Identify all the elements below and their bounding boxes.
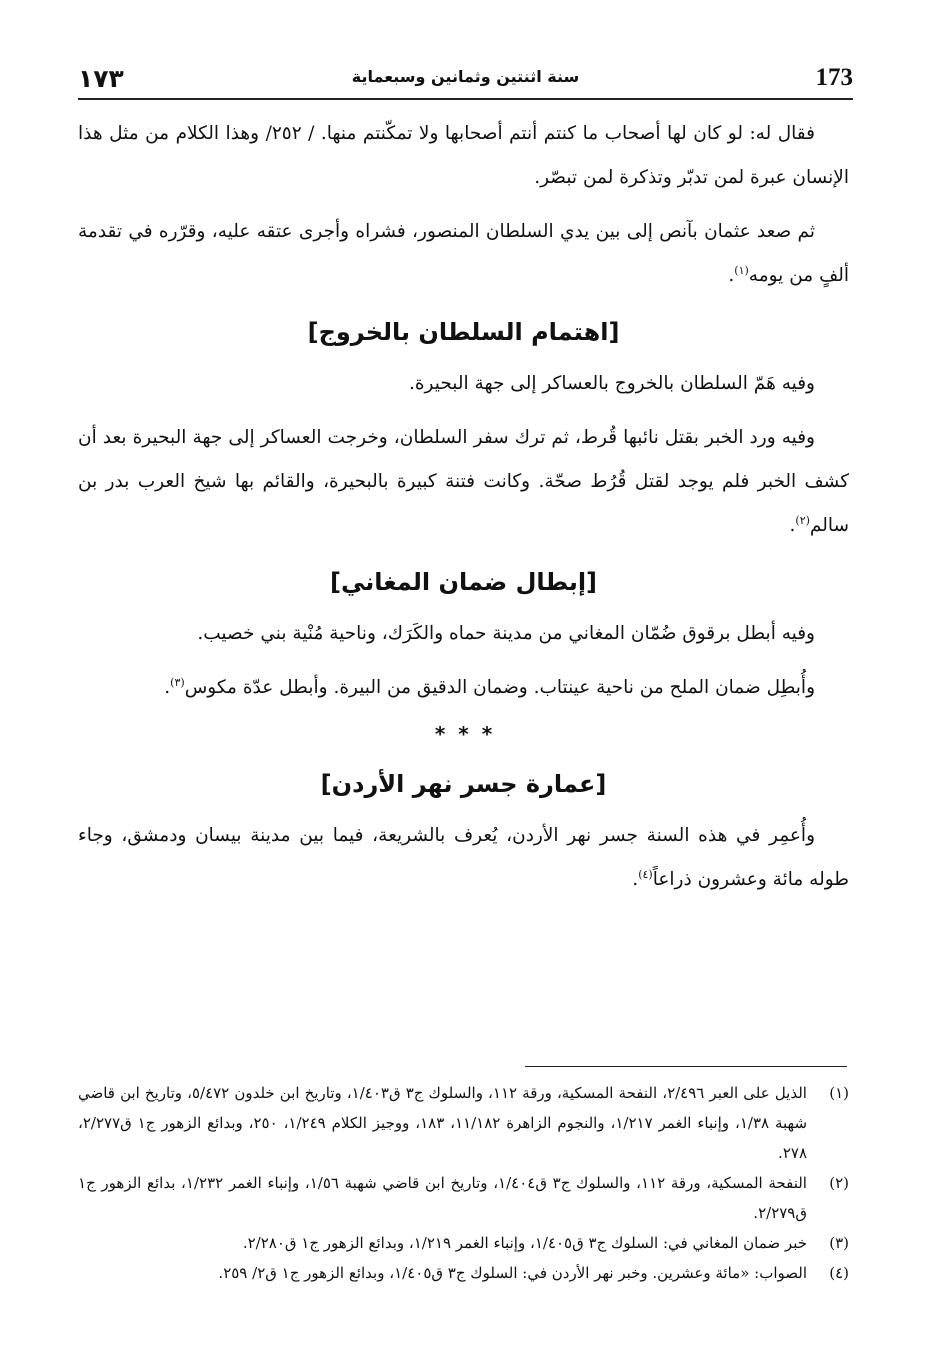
- footnote-text: الصواب: «مائة وعشرين. وخبر نهر الأردن في: السلوك ج٣ ق١/٤٠٥، وبدائع الزهور ج١ ق٢/ ٢٥٩.: [218, 1264, 807, 1282]
- section-heading-jordan-bridge: [عمارة جسر نهر الأردن]: [320, 770, 607, 798]
- section-separator-stars: * * *: [434, 722, 493, 746]
- paragraph-2-end: .: [728, 265, 735, 286]
- paragraph-1: فقال له: لو كان لها أصحاب ما كنتم أنتم أصحابها ولا تمكّنتم منها. / ٢٥٢/ وهذا الكلام من مثل هذا الإنسان عبرة لمن تدبّر وتذكرة لمن تبصّر.: [78, 123, 849, 188]
- paragraph-3: وفيه هَمّ السلطان بالخروج بالعساكر إلى جهة البحيرة.: [408, 373, 815, 394]
- footnote-number: (٤): [829, 1264, 849, 1282]
- paragraph-2: [78, 210, 849, 298]
- footnote-ref-2: (٢): [795, 513, 810, 527]
- footnote-number: (٣): [829, 1234, 849, 1252]
- section-heading-sultan-departure: [اهتمام السلطان بالخروج]: [307, 318, 620, 346]
- paragraph-7-end: .: [632, 869, 639, 890]
- running-title: سنة اثنتين وثمانين وسبعماية: [351, 67, 580, 86]
- page-number-arabic: ١٧٣: [78, 64, 124, 93]
- paragraph-7-text: وأُعمِر في هذه السنة جسر نهر الأردن، يُعرف بالشريعة، فيما بين مدينة بيسان ودمشق، وجاء طوله مائة وعشرون ذراعاً: [78, 825, 849, 890]
- header-rule: [78, 98, 853, 100]
- footnote-number: (٢): [829, 1174, 849, 1192]
- section-heading-abolition: [إبطال ضمان المغاني]: [329, 568, 598, 596]
- paragraph-2-text: ثم صعد عثمان بآنص إلى بين يدي السلطان المنصور، فشراه وأجرى عتقه عليه، وقرّره في تقدمة ألفٍ من يومه: [78, 221, 849, 286]
- main-text: [78, 112, 849, 902]
- footnote-rule: [525, 1066, 847, 1067]
- paragraph-4-end: .: [789, 515, 796, 536]
- paragraph-4-text: وفيه ورد الخبر بقتل نائبها قُرط، ثم ترك سفر السلطان، وخرجت العساكر إلى جهة البحيرة بعد أن كشف الخبر فلم يوجد لقتل قُرُط صحّة. وكانت فتنة كبيرة بالبحيرة، والقائم بها شيخ العرب بدر بن سالم: [78, 427, 849, 536]
- footnote-4: [78, 1258, 849, 1288]
- paragraph-5: وفيه أبطل برقوق ضُمّان المغاني من مدينة حماه والكَرَك، وناحية مُنْية بني خصيب.: [197, 623, 815, 644]
- paragraph-6-end: .: [164, 677, 171, 698]
- paragraph-6-text: وأُبطِل ضمان الملح من ناحية عينتاب. وضمان الدقيق من البيرة. وأبطل عدّة مكوس: [184, 677, 815, 698]
- footnote-number: (١): [829, 1084, 849, 1102]
- footnote-ref-4: (٤): [638, 867, 653, 881]
- footnote-3: [78, 1228, 849, 1258]
- footnote-ref-3: (٣): [170, 675, 185, 689]
- running-header: [78, 58, 853, 98]
- footnote-text: خبر ضمان المغاني في: السلوك ج٣ ق١/٤٠٥، وإنباء الغمر ١/٢١٩، وبدائع الزهور ج١ ق٢/٢٨٠.: [242, 1234, 807, 1252]
- paragraph-7: [78, 814, 849, 902]
- paragraph-4: [78, 416, 849, 548]
- footnote-2: [78, 1168, 849, 1228]
- footnote-text: النفحة المسكية، ورقة ١١٢، والسلوك ج٣ ق١/٤٠٤، وتاريخ ابن قاضي شهبة ١/٥٦، وإنباء الغمر ١/٢٣٢، بدائع الزهور ج١ ق٢/٢٧٩.: [78, 1174, 807, 1222]
- footnotes: [78, 1078, 849, 1288]
- footnote-ref-1: (١): [734, 263, 749, 277]
- footnote-text: الذيل على العبر ٢/٤٩٦، النفحة المسكية، ورقة ١١٢، والسلوك ج٣ ق١/٤٠٣، وتاريخ ابن خلدون ٥/٤٧٢، وتاريخ ابن قاضي شهبة ١/٣٨، وإنباء الغمر ١/٢١٧، والنجوم الزاهرة ١١/١٨٢، ١٨٣، ووجيز الكلام ١/٢٤٩، ٢٥٠، وبدائع الزهور ج١ ق٢/٢٧٧، ٢٧٨.: [78, 1084, 808, 1162]
- page-number-latin: 173: [815, 64, 853, 91]
- paragraph-6: [78, 666, 849, 710]
- footnote-1: [78, 1078, 849, 1168]
